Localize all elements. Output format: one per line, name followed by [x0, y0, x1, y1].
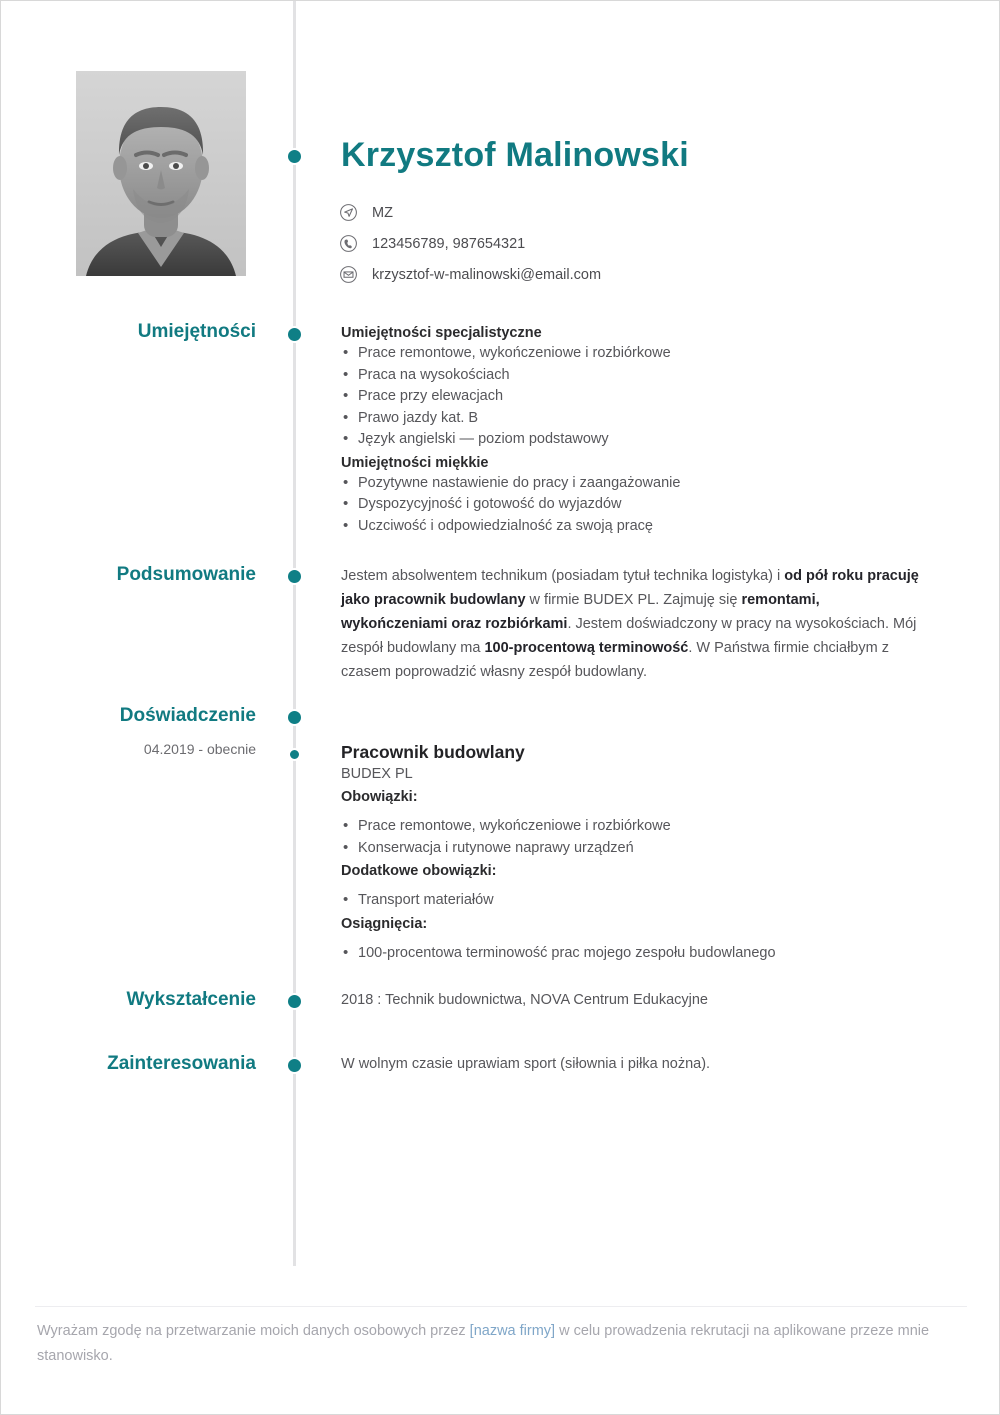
experience-block-heading: Obowiązki:: [341, 789, 418, 805]
skills-hard-list: [341, 343, 921, 451]
section-body-education: [341, 989, 921, 1011]
summary-paragraph: Jestem absolwentem technikum (posiadam tytuł technika logistyka) i od pół roku pracuję jako pracownik budowlany w firmie BUDEX PL. Zajmuję się remontami, wykończeniami oraz rozbiórkami. Jestem doświadczony w pracy na wysokościach. Mój zespół budowlany ma 100-procentową terminowość. W Państwa firmie chciałbym z czasem poprowadzić własny zespół budowlany.: [341, 568, 919, 680]
avatar: [76, 71, 246, 276]
experience-company: BUDEX PL: [341, 766, 413, 782]
experience-block-list: [341, 816, 921, 859]
list-item: • Konserwacja i rutynowe naprawy urządzeń: [341, 838, 921, 860]
spacer: [341, 807, 921, 816]
section-title-education: Wykształcenie: [126, 989, 256, 1010]
skills-soft-list: [341, 473, 921, 538]
list-item: • Prace remontowe, wykończeniowe i rozbiórkowe: [341, 816, 921, 838]
section-body-skills: [341, 321, 921, 537]
experience-position: Pracownik budowlany: [341, 742, 525, 762]
list-item: • Prace remontowe, wykończeniowe i rozbiórkowe: [341, 343, 921, 365]
footer-divider: [35, 1306, 967, 1307]
company-name-placeholder: [nazwa firmy]: [469, 1323, 556, 1339]
contact-phone-value: 123456789, 987654321: [372, 235, 526, 252]
consent-text-after: w celu prowadzenia rekrutacji na aplikowane przeze mnie stanowisko.: [37, 1323, 930, 1364]
interests-entry: W wolnym czasie uprawiam sport (siłownia i piłka nożna).: [341, 1056, 711, 1072]
section-body-summary: [341, 564, 921, 684]
experience-date: 04.2019 - obecnie: [143, 741, 256, 757]
section-body-interests: [341, 1053, 921, 1075]
section-title-experience: Doświadczenie: [119, 705, 256, 726]
list-item: • Transport materiałów: [341, 890, 921, 912]
experience-block-list: [341, 890, 921, 912]
timeline-dot-skills: [286, 326, 303, 343]
experience-entry-body: [341, 741, 921, 964]
section-title-skills: Umiejętności: [137, 321, 256, 342]
timeline-dot-header: [286, 148, 303, 165]
list-item: • Prawo jazdy kat. B: [341, 408, 921, 430]
experience-block-list: [341, 943, 921, 965]
contact-email: [339, 259, 899, 290]
timeline-rail: [293, 1, 296, 1266]
page-title: Krzysztof Malinowski: [341, 136, 689, 174]
timeline-dot-education: [286, 993, 303, 1010]
contact-location: [339, 197, 899, 228]
list-item: • Uczciwość i odpowiedzialność za swoją pracę: [341, 516, 921, 538]
section-title-interests: Zainteresowania: [107, 1053, 256, 1074]
email-icon: [339, 265, 358, 284]
list-item: • Język angielski — poziom podstawowy: [341, 429, 921, 451]
location-icon: [339, 203, 358, 222]
section-title-summary: Podsumowanie: [116, 564, 256, 585]
timeline-dot-experience: [286, 709, 303, 726]
list-item: • Dyspozycyjność i gotowość do wyjazdów: [341, 494, 921, 516]
skills-soft-heading: Umiejętności miękkie: [341, 454, 489, 471]
experience-block-heading: Osiągnięcia:: [341, 915, 428, 932]
experience-block-heading: Dodatkowe obowiązki:: [341, 863, 497, 879]
consent-clause: [37, 1319, 937, 1369]
list-item: • 100-procentowa terminowość prac mojego zespołu budowlanego: [341, 943, 921, 965]
contact-list: [339, 197, 899, 290]
list-item: • Praca na wysokościach: [341, 365, 921, 387]
timeline-dot-summary: [286, 568, 303, 585]
contact-phone: [339, 228, 899, 259]
contact-email-value: krzysztof-w-malinowski@email.com: [372, 266, 602, 283]
timeline-dot-interests: [286, 1057, 303, 1074]
education-entry: 2018 : Technik budownictwa, NOVA Centrum Edukacyjne: [341, 992, 708, 1008]
skills-hard-heading: Umiejętności specjalistyczne: [341, 325, 542, 341]
spacer: [341, 881, 921, 890]
phone-icon: [339, 234, 358, 253]
list-item: • Pozytywne nastawienie do pracy i zaangażowanie: [341, 473, 921, 495]
spacer: [341, 934, 921, 943]
contact-location-value: MZ: [372, 204, 393, 221]
timeline-dot-experience-entry: [288, 748, 301, 761]
consent-text-before: Wyrażam zgodę na przetwarzanie moich danych osobowych przez: [37, 1323, 470, 1339]
list-item: • Prace przy elewacjach: [341, 386, 921, 408]
